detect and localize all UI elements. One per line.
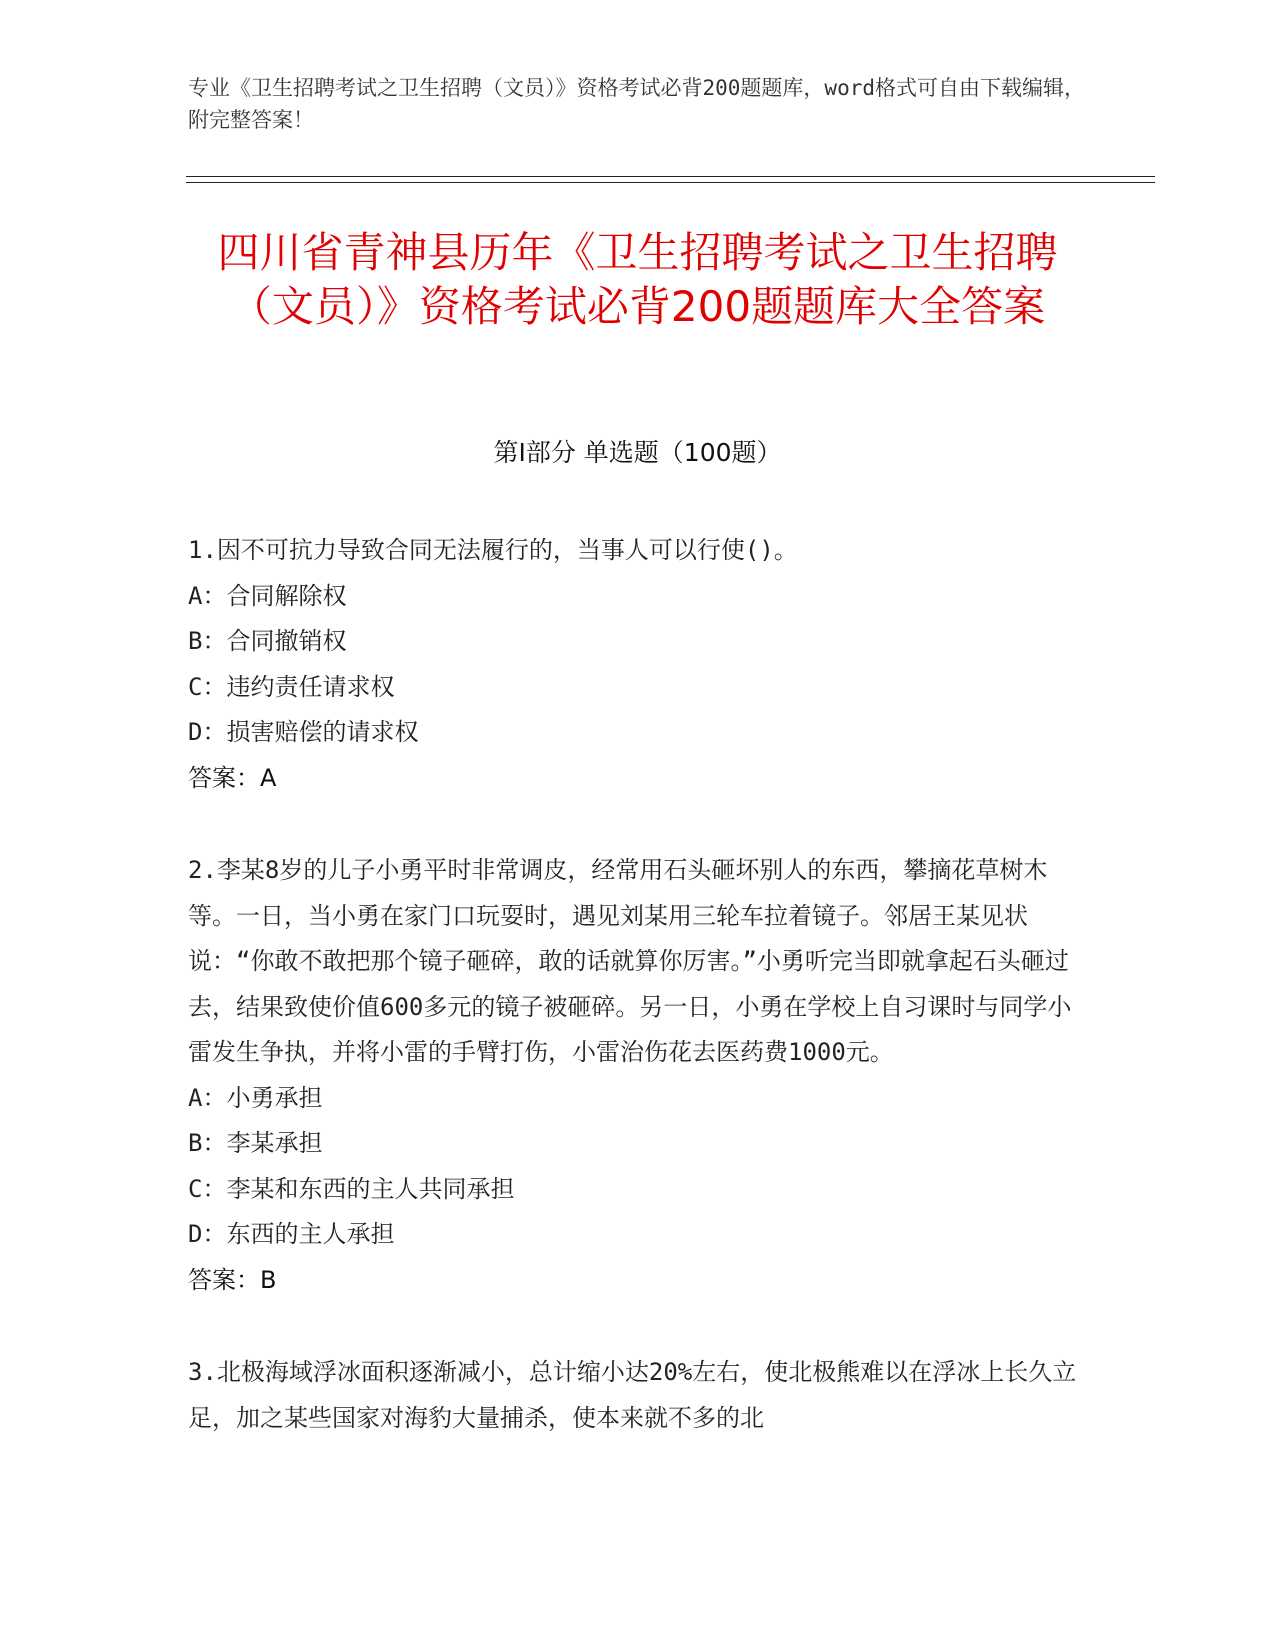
question-2 [188,848,1078,1303]
answer: 答案：B [188,1265,277,1294]
option-b: B：合同撤销权 [188,627,347,655]
section-title: 第I部分 单选题（100题） [493,438,782,467]
header-divider-bottom [186,182,1155,183]
question-1 [188,528,1078,801]
option-a: A：小勇承担 [188,1083,323,1112]
header-note: 专业《卫生招聘考试之卫生招聘（文员）》资格考试必背200题题库，word格式可自由下载编辑，附完整答案！ [188,76,1085,132]
document-title: 四川省青神县历年《卫生招聘考试之卫生招聘（文员）》资格考试必背200题题库大全答案 [217,228,1058,331]
option-c: C：李某和东西的主人共同承担 [188,1174,515,1203]
question-3 [188,1350,1078,1441]
option-d: D：东西的主人承担 [188,1220,395,1248]
question-stem: 3.北极海域浮冰面积逐渐减小，总计缩小达20%左右，使北极熊难以在浮冰上长久立足，加之某些国家对海豹大量捕杀，使本来就不多的北 [188,1358,1077,1432]
option-d: D：损害赔偿的请求权 [188,718,419,746]
answer: 答案：A [188,763,277,792]
question-stem: 1.因不可抗力导致合同无法履行的，当事人可以行使()。 [188,536,798,564]
question-stem: 2.李某8岁的儿子小勇平时非常调皮，经常用石头砸坏别人的东西，攀摘花草树木等。一日，当小勇在家门口玩耍时，遇见刘某用三轮车拉着镜子。邻居王某见状说：“你敢不敢把那个镜子砸碎，敢的话就算你厉害。”小勇听完当即就拿起石头砸过去，结果致使价值600多元的镜子被砸碎。另一日，小勇在学校上自习课时与同学小雷发生争执，并将小雷的手臂打伤，小雷治伤花去医药费1000元。 [188,856,1072,1066]
option-a: A：合同解除权 [188,581,347,610]
option-b: B：李某承担 [188,1129,323,1157]
option-c: C：违约责任请求权 [188,672,395,701]
header-divider-top [186,176,1155,177]
question-list [188,528,1078,1488]
